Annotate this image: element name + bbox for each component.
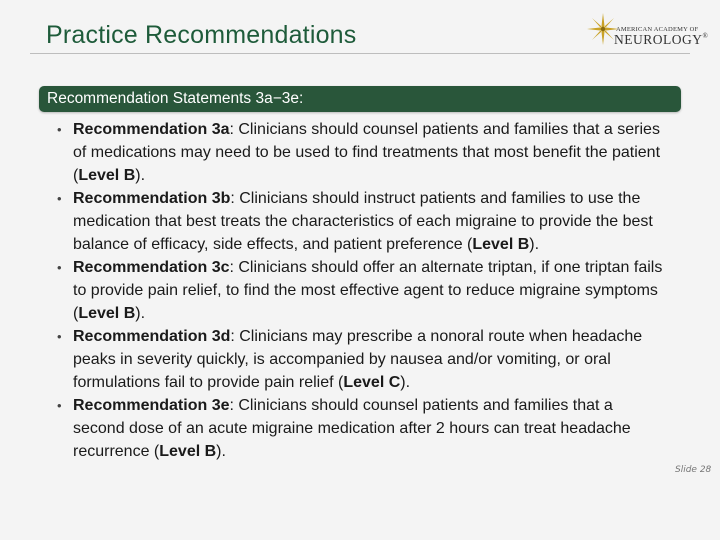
recommendation-text: : Clinicians should offer an alternate triptan, if one triptan fails to provide pain relief, to find the most effective agent to reduce migraine symptoms ( <box>73 259 663 322</box>
recommendation-text-end: ). <box>400 374 411 391</box>
evidence-level: Level C <box>343 374 401 391</box>
bullet-icon: • <box>57 398 62 413</box>
banner-text: Recommendation Statements 3a−3e: <box>47 90 304 107</box>
recommendation-label: Recommendation 3c <box>73 259 230 276</box>
list-item <box>56 394 668 463</box>
recommendation-label: Recommendation 3e <box>73 397 230 414</box>
title-divider <box>30 53 690 54</box>
list-item <box>56 187 668 256</box>
recommendation-label: Recommendation 3a <box>73 121 230 138</box>
page-title: Practice Recommendations <box>46 21 357 49</box>
list-item <box>56 118 668 187</box>
recommendation-label: Recommendation 3b <box>73 190 231 207</box>
recommendation-text: : Clinicians should counsel patients and families that a second dose of an acute migraine medication after 2 hours can treat headache recurrence ( <box>73 397 631 460</box>
logo-line2 <box>614 32 708 48</box>
recommendation-text-end: ). <box>529 236 540 253</box>
recommendation-list <box>56 118 668 463</box>
evidence-level: Level B <box>78 305 136 322</box>
evidence-level: Level B <box>78 167 136 184</box>
recommendation-label: Recommendation 3d <box>73 328 231 345</box>
bullet-icon: • <box>57 191 62 206</box>
recommendation-text: : Clinicians should instruct patients and families to use the medication that best treats the characteristics of each migraine to provide the best balance of efficacy, side effects, and patient preference ( <box>73 190 653 253</box>
evidence-level: Level B <box>159 443 217 460</box>
recommendation-text-end: ). <box>216 443 226 460</box>
bullet-icon: • <box>57 122 62 137</box>
bullet-icon: • <box>57 260 62 275</box>
bullet-icon: • <box>57 329 62 344</box>
evidence-level: Level B <box>472 236 530 253</box>
registered-mark: ® <box>702 32 709 40</box>
slide-number: Slide 28 <box>675 465 712 475</box>
recommendation-text-end: ). <box>135 167 146 184</box>
list-item <box>56 325 668 394</box>
recommendation-text: : Clinicians may prescribe a nonoral route when headache peaks in severity quickly, is accompanied by nausea and/or vomiting, or oral formulations fail to provide pain relief ( <box>73 328 643 391</box>
recommendation-text: : Clinicians should counsel patients and families that a series of medications may need to be used to find treatments that most benefit the patient ( <box>73 121 661 184</box>
recommendation-text-end: ). <box>135 305 146 322</box>
logo-line1: AMERICAN ACADEMY OF <box>616 26 699 33</box>
section-banner <box>39 86 681 112</box>
recommendation-list-container <box>56 118 668 463</box>
aan-logo <box>586 12 709 50</box>
logo-line2-text: NEUROLOGY <box>614 32 703 47</box>
list-item <box>56 256 668 325</box>
